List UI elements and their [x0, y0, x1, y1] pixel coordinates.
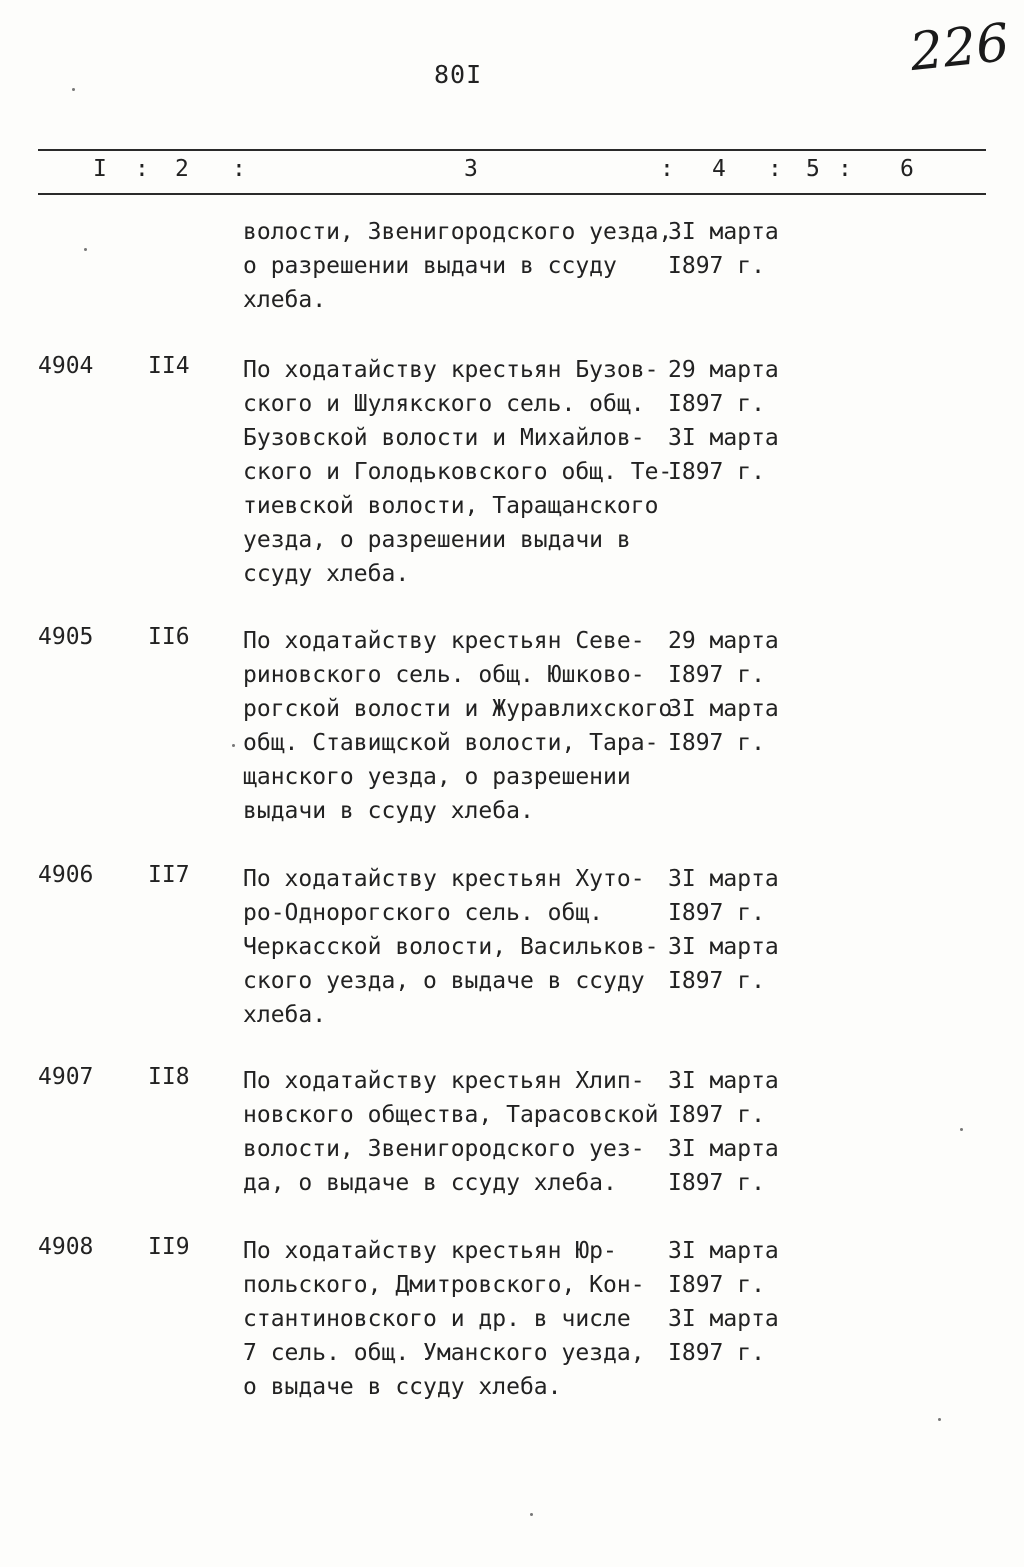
list-number: II4	[148, 353, 190, 379]
column-separator: :	[660, 156, 674, 182]
list-number: II8	[148, 1064, 190, 1090]
entry-description	[243, 215, 683, 317]
date-line: 3I марта	[668, 1238, 779, 1264]
case-number: 4905	[38, 624, 94, 650]
date-line: I897 г.	[668, 1272, 765, 1298]
column-separator: :	[838, 156, 852, 182]
description-line: волости, Звенигородского уез-	[243, 1136, 645, 1162]
description-line: По ходатайству крестьян Юр-	[243, 1238, 617, 1264]
date-line: 3I марта	[668, 1136, 779, 1162]
description-line: ского и Шулякского сель. общ.	[243, 391, 645, 417]
description-line: ского и Голодьковского общ. Те-	[243, 459, 673, 485]
entry-dates	[668, 624, 808, 760]
column-header-4: 4	[712, 156, 726, 182]
entry-dates	[668, 353, 808, 489]
handwritten-archive-mark: 226	[907, 12, 1013, 84]
description-line: Черкасской волости, Васильков-	[243, 934, 659, 960]
description-line: рогской волости и Журавлихского	[243, 696, 673, 722]
description-line: 7 сель. общ. Уманского уезда,	[243, 1340, 645, 1366]
description-line: По ходатайству крестьян Хуто-	[243, 866, 645, 892]
column-header-6: 6	[900, 156, 914, 182]
description-line: тиевской волости, Таращанского	[243, 493, 659, 519]
description-line: да, о выдаче в ссуду хлеба.	[243, 1170, 617, 1196]
date-line: 3I марта	[668, 1306, 779, 1332]
case-number: 4904	[38, 353, 94, 379]
column-separator: :	[768, 156, 782, 182]
page-number: 80I	[434, 60, 483, 89]
entry-description	[243, 624, 683, 828]
description-line: выдачи в ссуду хлеба.	[243, 798, 534, 824]
description-line: новского общества, Тарасовской	[243, 1102, 659, 1128]
entry-dates	[668, 215, 808, 283]
entry-description	[243, 862, 683, 1032]
date-line: I897 г.	[668, 1102, 765, 1128]
date-line: I897 г.	[668, 391, 765, 417]
date-line: 3I марта	[668, 219, 779, 245]
scan-speck	[530, 1513, 533, 1516]
date-line: 29 марта	[668, 628, 779, 654]
scan-speck	[232, 744, 235, 747]
column-separator: :	[232, 156, 246, 182]
case-number: 4908	[38, 1234, 94, 1260]
date-line: 3I марта	[668, 425, 779, 451]
description-line: хлеба.	[243, 1002, 327, 1028]
entry-dates	[668, 1234, 808, 1370]
date-line: I897 г.	[668, 1340, 765, 1366]
list-number: II7	[148, 862, 190, 888]
description-line: хлеба.	[243, 287, 327, 313]
description-line: риновского сель. общ. Юшково-	[243, 662, 645, 688]
entry-dates	[668, 862, 808, 998]
date-line: I897 г.	[668, 968, 765, 994]
column-header-3: 3	[464, 156, 478, 182]
column-header-1: I	[93, 156, 107, 182]
header-rule-bottom	[38, 193, 986, 195]
entry-description	[243, 1064, 683, 1200]
description-line: Бузовской волости и Михайлов-	[243, 425, 645, 451]
description-line: польского, Дмитровского, Кон-	[243, 1272, 645, 1298]
description-line: щанского уезда, о разрешении	[243, 764, 631, 790]
date-line: I897 г.	[668, 1170, 765, 1196]
date-line: 3I марта	[668, 934, 779, 960]
date-line: I897 г.	[668, 459, 765, 485]
column-header-2: 2	[175, 156, 189, 182]
date-line: I897 г.	[668, 662, 765, 688]
description-line: По ходатайству крестьян Севе-	[243, 628, 645, 654]
case-number: 4906	[38, 862, 94, 888]
column-separator: :	[135, 156, 149, 182]
scan-speck	[960, 1128, 963, 1131]
scan-speck	[84, 248, 87, 251]
description-line: о выдаче в ссуду хлеба.	[243, 1374, 562, 1400]
entry-description	[243, 353, 683, 591]
scan-speck	[938, 1418, 941, 1421]
description-line: о разрешении выдачи в ссуду	[243, 253, 617, 279]
date-line: 3I марта	[668, 866, 779, 892]
date-line: 3I марта	[668, 696, 779, 722]
date-line: I897 г.	[668, 253, 765, 279]
header-rule-top	[38, 149, 986, 151]
description-line: По ходатайству крестьян Хлип-	[243, 1068, 645, 1094]
date-line: I897 г.	[668, 730, 765, 756]
date-line: I897 г.	[668, 900, 765, 926]
description-line: ского уезда, о выдаче в ссуду	[243, 968, 645, 994]
description-line: уезда, о разрешении выдачи в	[243, 527, 631, 553]
description-line: По ходатайству крестьян Бузов-	[243, 357, 659, 383]
case-number: 4907	[38, 1064, 94, 1090]
date-line: 29 марта	[668, 357, 779, 383]
scan-speck	[72, 88, 75, 91]
list-number: II6	[148, 624, 190, 650]
list-number: II9	[148, 1234, 190, 1260]
description-line: стантиновского и др. в числе	[243, 1306, 631, 1332]
date-line: 3I марта	[668, 1068, 779, 1094]
description-line: волости, Звенигородского уезда,	[243, 219, 673, 245]
description-line: ро-Однорогского сель. общ.	[243, 900, 604, 926]
description-line: ссуду хлеба.	[243, 561, 410, 587]
entry-description	[243, 1234, 683, 1404]
description-line: общ. Ставищской волости, Тара-	[243, 730, 659, 756]
entry-dates	[668, 1064, 808, 1200]
column-header-5: 5	[806, 156, 820, 182]
